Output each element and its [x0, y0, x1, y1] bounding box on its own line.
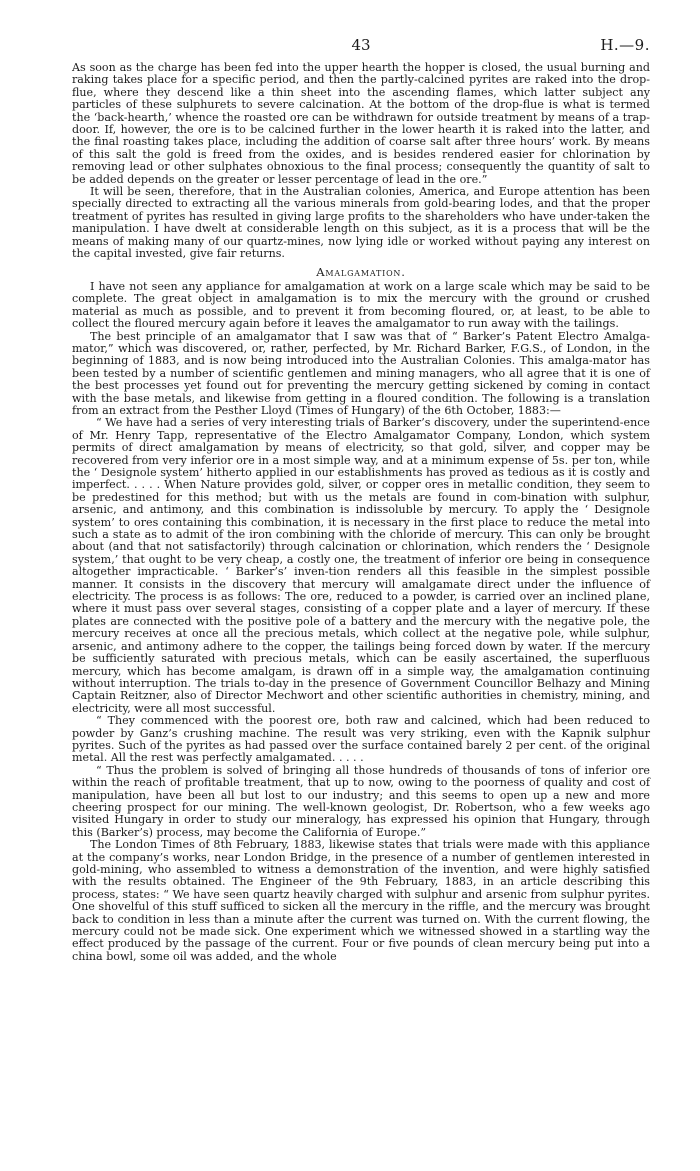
paragraph-barker-amalgamator: The best principle of an amalgamator that I saw was that of “ Barker’s Patent Electro Amalga-mator,” which was discovered, or, rather, perfected, by Mr. Richard Barker, F.G.S., of London, in the beginning of 1883, and is now being introduced into the Australian Colonies. This amalga-mator has been tested by a number of scientific gentlemen and mining managers, who all agree that it is one of the best processes yet found out for preventing the mercury getting sickened by coming in contact with the base metals, and likewise from getting in a floured condition. The following is a translation from an extract from the Pesther Lloyd (Times of Hungary) of the 6th October, 1883:—: [72, 329, 650, 417]
quote-paragraph-trials: “ We have had a series of very interesting trials of Barker’s discovery, under the superintend-ence of Mr. Henry Tapp, representative of the Electro Amalgamator Company, London, which system permits of direct amalgamation by means of electricity, so that gold, silver, and copper may be recovered from very inferior ore in a most simple way, and at a minimum expense of 5s. per ton, while the ‘ Designole system’ hitherto applied in our establishments has proved as tedious as it is costly and imperfect. . . . . When Nature provides gold, silver, or copper ores in metallic condition, they seem to be predestined for this method; but with us the metals are found in com-bination with sulphur, arsenic, and antimony, and this combination is indissoluble by mercury. To apply the ‘ Designole system’ to ores containing this combination, it is necessary in the first place to reduce the metal into such a state as to admit of the iron combining with the chloride of mercury. This can only be brought about (and that not satisfactorily) through calcination or chlorination, which renders the ‘ Designole system,’ that ought to be very cheap, a costly one, the treatment of inferior ore being in consequence altogether impracticable. ‘ Barker’s’ inven-tion renders all this feasible in the simplest possible manner. It consists in the discovery that mercury will amalgamate direct under the influence of electricity. The process is as follows: The ore, reduced to a powder, is carried over an inclined plane, where it must pass over several stages, consisting of a copper plate and a layer of mercury. If these plates are connected with the positive pole of a battery and the mercury with the negative pole, the mercury receives at once all the precious metals, which collect at the negative pole, while sulphur, arsenic, and antimony adhere to the copper, the tailings being forced down by water. If the mercury be sufficiently saturated with precious metals, which can be easily ascertained, the superfluous mercury, which has become amalgam, is drawn off in a simple way, the amalgamation continuing without interruption. The trials to-day in the presence of Government Councillor Belhazy and Mining Captain Reitzner, also of Director Mechwort and other scientific authorities in chemistry, mining, and electricity, were all most successful.: [72, 416, 650, 715]
paragraph-amalgamation-intro: I have not seen any appliance for amalgamation at work on a large scale which may be said to be complete. The great object in amalgamation is to mix the mercury with the ground or crushed material as much as possible, and to prevent it from becoming floured, or, at least, to be able to collect the floured mercury again before it leaves the amalgamator to run away with the tailings.: [72, 279, 650, 331]
page-header: [72, 36, 650, 62]
paragraph-london-times: The London Times of 8th February, 1883, likewise states that trials were made with this appliance at the company’s works, near London Bridge, in the presence of a number of gentlemen interested in gold-mining, who assembled to witness a demonstration of the invention, and were highly satisfied with the results obtained. The Engineer of the 9th February, 1883, in an article describing this process, states: “ We have seen quartz heavily charged with sulphur and arsenic from sulphur pyrites. One shovelful of this stuff sufficed to sicken all the mercury in the riffle, and the mercury was brought back to condition in less than a minute after the current was turned on. With the current flowing, the mercury could not be made sick. One experiment which we witnessed showed in a startling way the effect produced by the passage of the current. Four or five pounds of clean mercury being put into a china bowl, some oil was added, and the whole: [72, 838, 650, 963]
paragraph-roasting-process: As soon as the charge has been fed into the upper hearth the hopper is closed, the usual burning and raking takes place for a specific period, and then the partly-calcined pyrites are raked into the drop-flue, where they descend like a thin sheet into the ascending flames, which latter subject any particles of these sulphurets to severe calcination. At the bottom of the drop-flue is what is termed the ‘back-hearth,’ whence the roasted ore can be withdrawn for outside treatment by means of a trap-door. If, however, the ore is to be calcined further in the lower hearth it is raked into the latter, and the final roasting takes place, including the addition of coarse salt after three hours’ work. By means of this salt the gold is freed from the oxides, and is besides rendered easier for chlorination by removing lead or other sulphates obnoxious to the final process; consequently the quantity of salt to be added depends on the greater or lesser percentage of lead in the ore.”: [72, 61, 650, 186]
quote-paragraph-problem-solved: “ Thus the problem is solved of bringing all those hundreds of thousands of tons of inferior ore within the reach of profitable treatment, that up to now, owing to the poorness of quality and cost of manipulation, have been all but lost to our industry; and this seems to open up a new and more cheering prospect for our mining. The well-known geologist, Dr. Robertson, who a few weeks ago visited Hungary in order to study our mineralogy, has expressed his opinion that Hungary, through this (Barker’s) process, may become the California of Europe.”: [72, 763, 650, 839]
page-number: 43: [351, 36, 371, 54]
document-reference: H.—9.: [600, 36, 650, 54]
section-heading-amalgamation: Amalgamation.: [316, 264, 406, 279]
paragraph-pyrites-treatment: It will be seen, therefore, that in the Australian colonies, America, and Europe attention has been specially directed to extracting all the various minerals from gold-bearing lodes, and that the proper treatment of pyrites has resulted in giving large profits to the shareholders who have under-taken the manipulation. I have dwelt at considerable length on this subject, as it is a process that will be the means of making many of our quartz-mines, now lying idle or worked without paying any interest on the capital invested, give fair returns.: [72, 185, 650, 261]
quote-paragraph-poorest-ore: “ They commenced with the poorest ore, both raw and calcined, which had been reduced to powder by Ganz’s crushing machine. The result was very striking, even with the Kapnik sulphur pyrites. Such of the pyrites as had passed over the surface contained barely 2 per cent. of the original metal. All the rest was perfectly amalgamated. . . . .: [72, 714, 650, 765]
